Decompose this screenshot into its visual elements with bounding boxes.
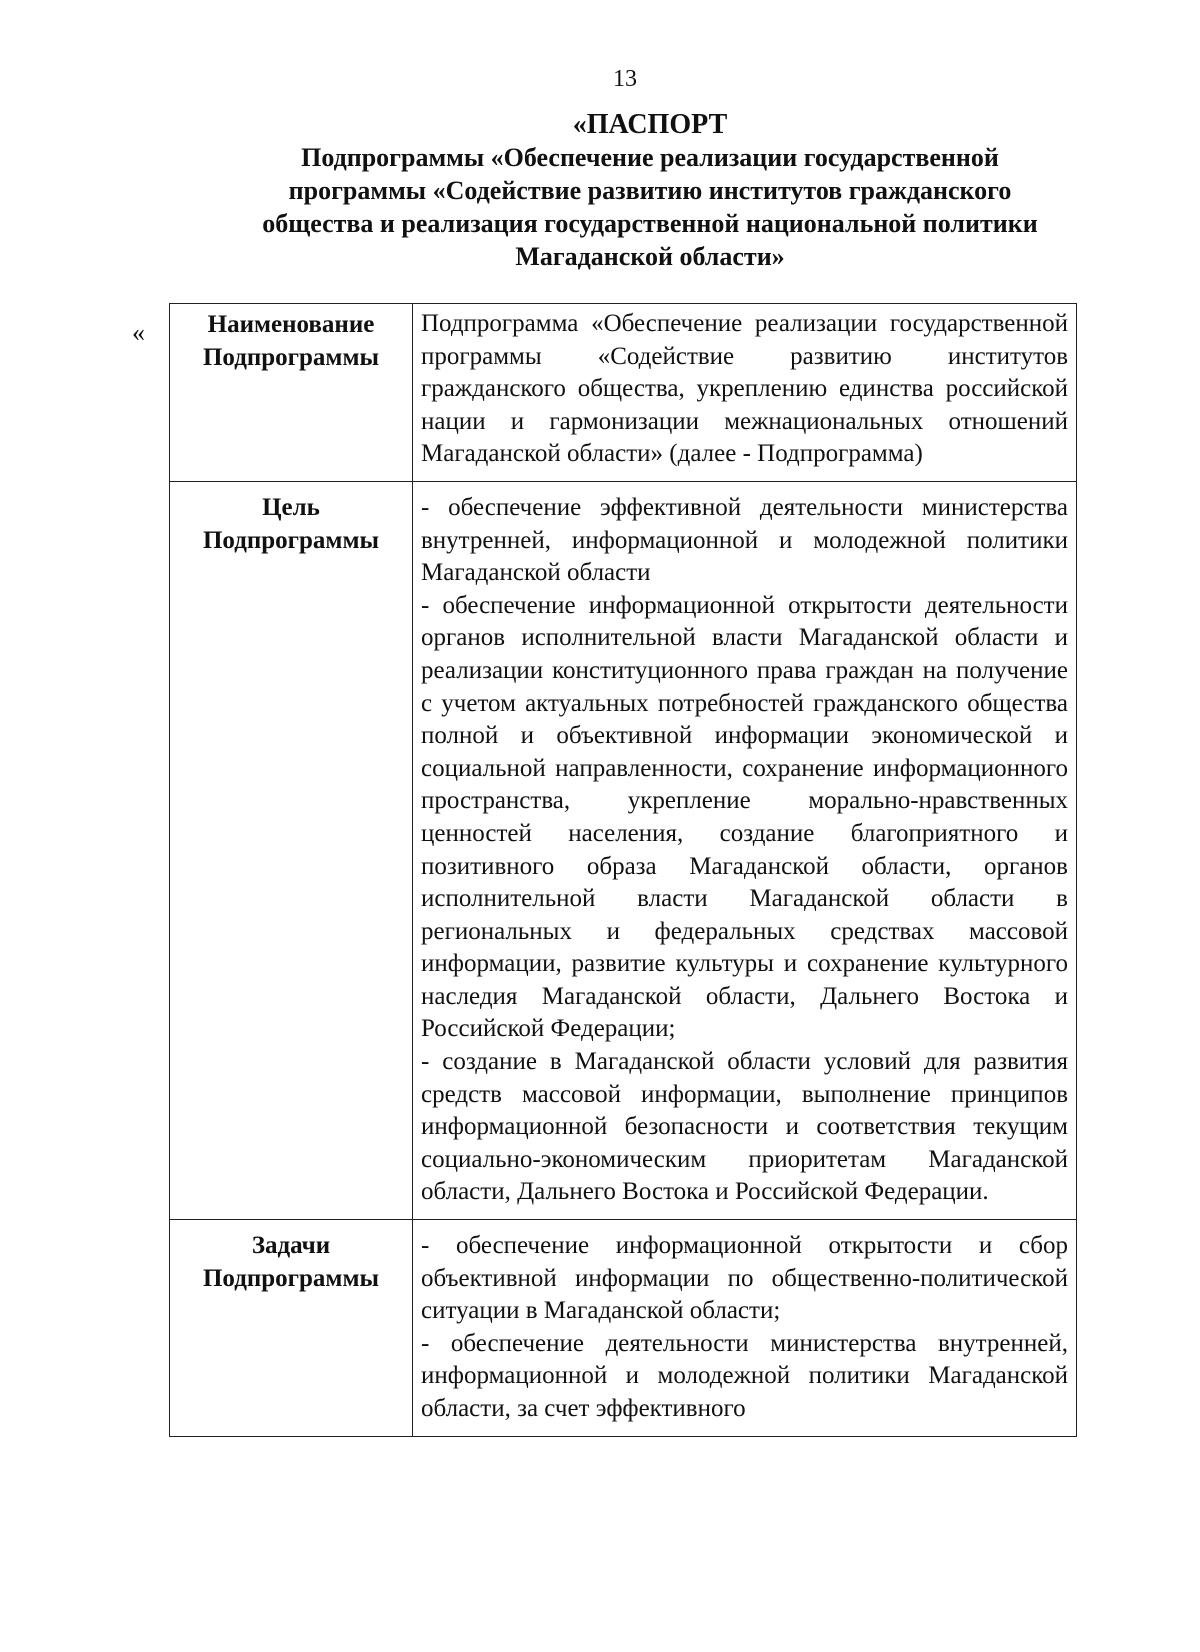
row-label-line: Цель: [262, 493, 320, 521]
table-open-quote: «: [132, 318, 145, 347]
passport-table: [169, 303, 1077, 1437]
document-title: «ПАСПОРТ: [572, 109, 728, 140]
row-label: [170, 1220, 413, 1437]
row-label-line: Наименование: [207, 311, 375, 338]
row-content-paragraph: - создание в Магаданской области условий для развития средств массовой информации, выполнение принципов информационной безопасности и соответствия текущим социально-экономическим приоритетам Магаданской области, Дальнего Востока и Российской Федерации.: [421, 1048, 1068, 1206]
row-content: [413, 304, 1077, 482]
row-content-paragraph: - обеспечение информационной открытости деятельности органов исполнительной власти Магаданской области и реализации конституционного права граждан на получение с учетом актуальных потребностей гражданского общества полной и объективной информации экономической и социальной направленности, сохранение информационного пространства, укрепление морально-нравственных ценностей населения, создание благоприятного и позитивного образа Магаданской области, органов исполнительной власти Магаданской области в региональных и федеральных средствах массовой информации, развитие культуры и сохранение культурного наследия Магаданской области, Дальнего Востока и Российской Федерации;: [421, 591, 1068, 1043]
row-content: [413, 1220, 1077, 1437]
table-row-tasks: [170, 1220, 1077, 1437]
row-label-line: Подпрограммы: [202, 343, 379, 371]
row-label-line: Подпрограммы: [202, 526, 379, 554]
page-number: 13: [613, 66, 637, 92]
row-label-line: Подпрограммы: [202, 1264, 379, 1292]
row-content-paragraph: - обеспечение деятельности министерства внутренней, информационной и молодежной политики Магаданской области, за счет эффективного: [421, 1329, 1068, 1422]
document-title-block: [150, 108, 1150, 273]
row-content-paragraph: Подпрограмма «Обеспечение реализации государственной программы «Содействие развитию институтов гражданского общества, укреплению единства российской нации и гармонизации межнациональных отношений Магаданской области» (далее - Подпрограмма): [421, 310, 1068, 468]
row-content-paragraph: - обеспечение информационной открытости и сбор объективной информации по общественно-политической ситуации в Магаданской области;: [421, 1232, 1068, 1325]
document-subtitle-line: Подпрограммы «Обеспечение реализации государственной: [301, 143, 999, 172]
document-subtitle-line: общества и реализация государственной национальной политики: [262, 209, 1038, 238]
row-content-paragraph: - обеспечение эффективной деятельности министерства внутренней, информационной и молодежной политики Магаданской области: [421, 493, 1068, 587]
row-label-line: Задачи: [251, 1232, 331, 1260]
row-content: [413, 481, 1077, 1219]
row-label: [170, 481, 413, 1219]
document-subtitle-line: программы «Содействие развитию институтов гражданского: [288, 176, 1012, 205]
row-label: [170, 304, 413, 482]
table-row-name: [170, 304, 1077, 482]
document-subtitle-line: Магаданской области»: [515, 242, 785, 271]
table-row-goal: [170, 481, 1077, 1219]
